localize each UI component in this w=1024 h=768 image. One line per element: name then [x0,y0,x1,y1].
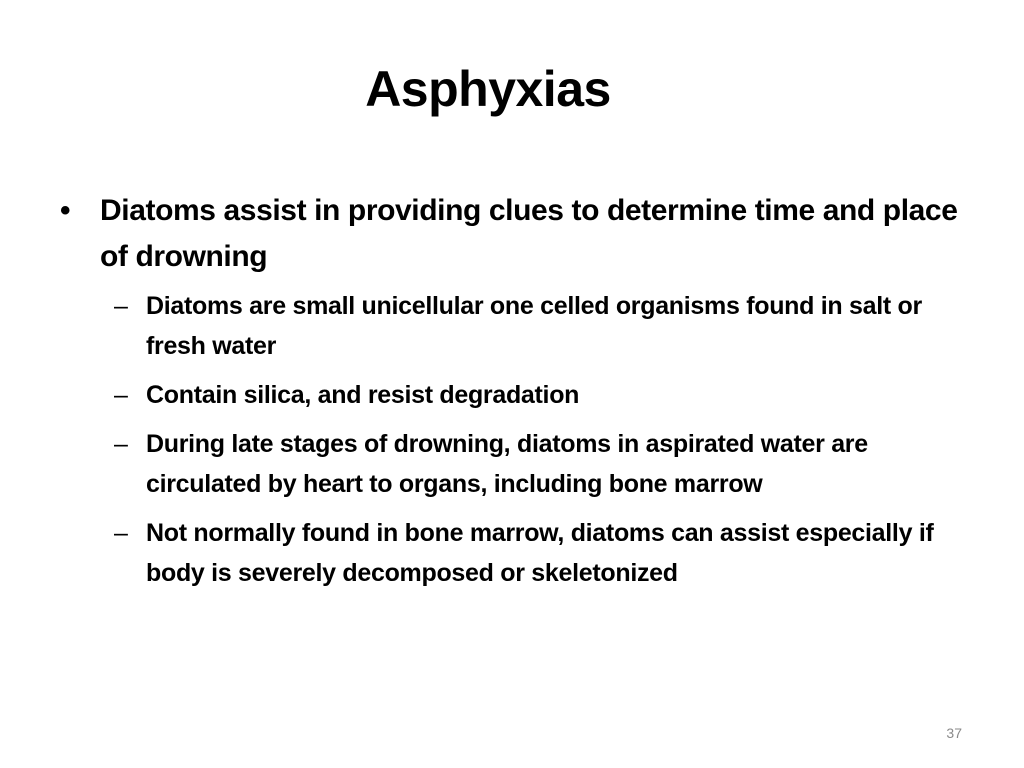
page-number: 37 [946,725,962,741]
slide-title: Asphyxias [365,61,611,117]
dash-icon: – [114,292,128,320]
dash-icon: – [114,381,128,409]
sub-bullet-item [100,424,980,504]
sub-bullet-text: Not normally found in bone marrow, diatoms can assist especially if body is severely decomposed or skeletonized [146,519,934,587]
sub-bullet-text: During late stages of drowning, diatoms in aspirated water are circulated by heart to organs, including bone marrow [146,430,868,498]
sub-bullet-text: Diatoms are small unicellular one celled organisms found in salt or fresh water [146,292,922,360]
dash-icon: – [114,430,128,458]
dash-icon: – [114,519,128,547]
slide-content [60,188,980,602]
bullet-dot-icon: • [60,194,71,227]
sub-bullet-item [100,513,980,593]
sub-bullet-item [100,286,980,366]
bullet-text: Diatoms assist in providing clues to determine time and place of drowning [100,194,958,273]
sub-bullet-list [60,286,980,593]
bullet-item [60,188,980,280]
sub-bullet-text: Contain silica, and resist degradation [146,381,580,409]
sub-bullet-item [100,375,980,415]
